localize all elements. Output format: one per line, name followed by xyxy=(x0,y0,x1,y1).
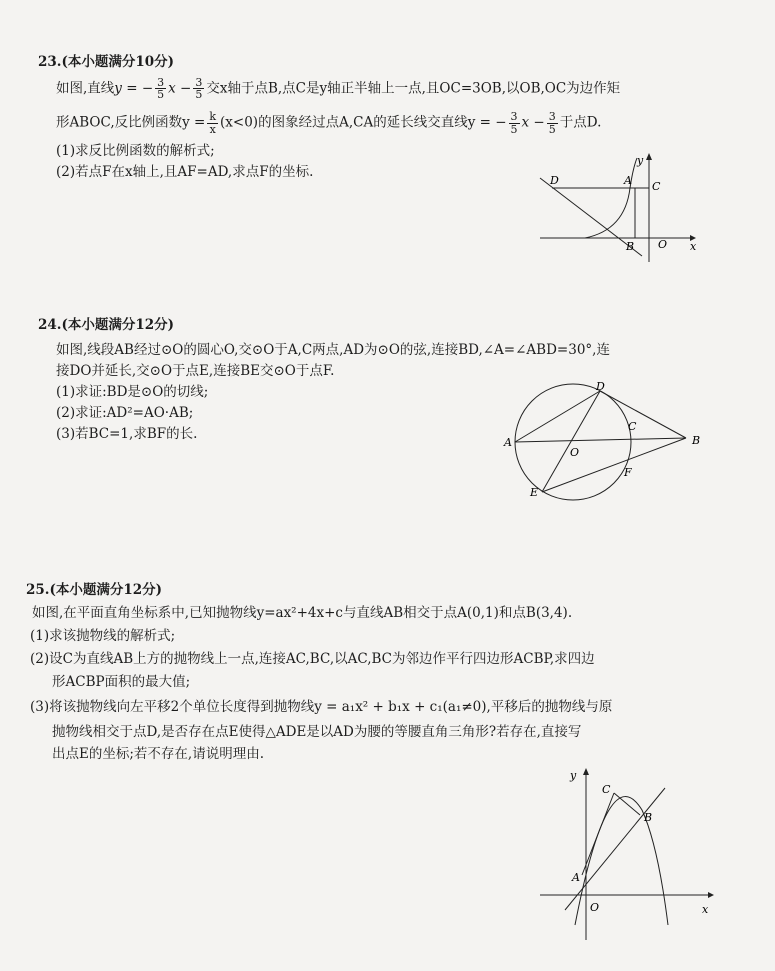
q23-label-D: D xyxy=(550,174,559,187)
q23-title: 23.(本小题满分10分) xyxy=(38,54,175,70)
question-25 xyxy=(26,580,746,765)
q25-part3c: 出点E的坐标;若不存在,请说明理由. xyxy=(52,746,264,763)
q23-frac1: $\frac{3}{5}$ xyxy=(157,75,165,102)
q24-label-C: C xyxy=(628,420,637,433)
q23-line1: 如图,直线y = − $\frac{3}{5}$ x − $\frac{3}{5}$ 交x轴于点B,点C是y轴正半轴上一点,且OC=3OB,以OB,OC为边作矩 xyxy=(56,75,621,102)
q23-label-B: B xyxy=(626,240,635,253)
q25-line-AB xyxy=(565,788,665,910)
q23-label-y: y xyxy=(637,154,644,167)
q23-frac2: $\frac{3}{5}$ xyxy=(195,75,203,102)
q23-frac4: $\frac{3}{5}$ xyxy=(510,110,518,136)
q23-part1: (1)求反比例函数的解析式; xyxy=(56,143,215,160)
q24-part2: (2)求证:AD²=AO·AB; xyxy=(56,404,194,421)
q25-label-x: x xyxy=(702,903,709,916)
q24-part3: (3)若BC=1,求BF的长. xyxy=(56,425,198,442)
q23-label-C: C xyxy=(652,180,661,193)
q24-label-F: F xyxy=(624,466,632,479)
q25-figure xyxy=(530,765,720,945)
q25-part1: (1)求该抛物线的解析式; xyxy=(30,627,176,644)
q23-frac3: $\frac{k}{x}$ xyxy=(209,110,217,136)
q24-label-B: B xyxy=(692,434,701,447)
q24-part1: (1)求证:BD是⊙O的切线; xyxy=(56,383,209,400)
q24-figure xyxy=(500,380,710,505)
q25-part2a: (2)设C为直线AB上方的抛物线上一点,连接AC,BC,以AC,BC为邻边作平行四边形ACBP,求四边 xyxy=(30,650,595,667)
q25-label-B: B xyxy=(644,811,653,824)
q23-hyperbola xyxy=(585,158,637,238)
q25-part2b: 形ACBP面积的最大值; xyxy=(52,673,191,690)
q24-label-E: E xyxy=(530,486,539,499)
q25-label-A: A xyxy=(572,871,580,884)
q23-label-x: x xyxy=(690,240,697,253)
q25-title: 25.(本小题满分12分) xyxy=(26,582,163,598)
q25-label-C: C xyxy=(602,783,611,796)
q23-part2: (2)若点F在x轴上,且AF=AD,求点F的坐标. xyxy=(56,164,314,181)
q23-frac5: $\frac{3}{5}$ xyxy=(548,110,556,136)
q25-part3b: 抛物线相交于点D,是否存在点E使得△ADE是以AD为腰的等腰直角三角形?若存在,直接写 xyxy=(52,723,582,740)
q25-parabola xyxy=(575,797,668,925)
q25-label-y: y xyxy=(570,769,577,782)
q23-figure xyxy=(530,150,700,265)
q23-label-O: O xyxy=(658,238,668,251)
q24-label-O: O xyxy=(570,446,580,459)
q23-label-A: A xyxy=(624,174,632,187)
q25-label-O: O xyxy=(590,901,600,914)
q24-line2: 接DO并延长,交⊙O于点E,连接BE交⊙O于点F. xyxy=(56,362,335,379)
q25-part3a: (3)将该抛物线向左平移2个单位长度得到抛物线y = a₁x² + b₁x + c₁(a₁≠0),平移后的抛物线与原 xyxy=(30,698,613,715)
q24-segment-AB xyxy=(515,438,686,442)
q24-line1: 如图,线段AB经过⊙O的圆心O,交⊙O于A,C两点,AD为⊙O的弦,连接BD,∠A=∠ABD=30°,连 xyxy=(56,341,610,358)
q24-label-D: D xyxy=(596,380,605,393)
q25-line1: 如图,在平面直角坐标系中,已知抛物线y=ax²+4x+c与直线AB相交于点A(0,1)和点B(3,4). xyxy=(32,604,573,621)
q23-line2: 形ABOC,反比例函数y = $\frac{k}{x}$ (x<0)的图象经过点A,CA的延长线交直线y = − $\frac{3}{5}$ x − $\frac{3}{5}$ 于点D. xyxy=(56,110,602,136)
q24-title: 24.(本小题满分12分) xyxy=(38,317,175,333)
q24-label-A: A xyxy=(504,436,512,449)
